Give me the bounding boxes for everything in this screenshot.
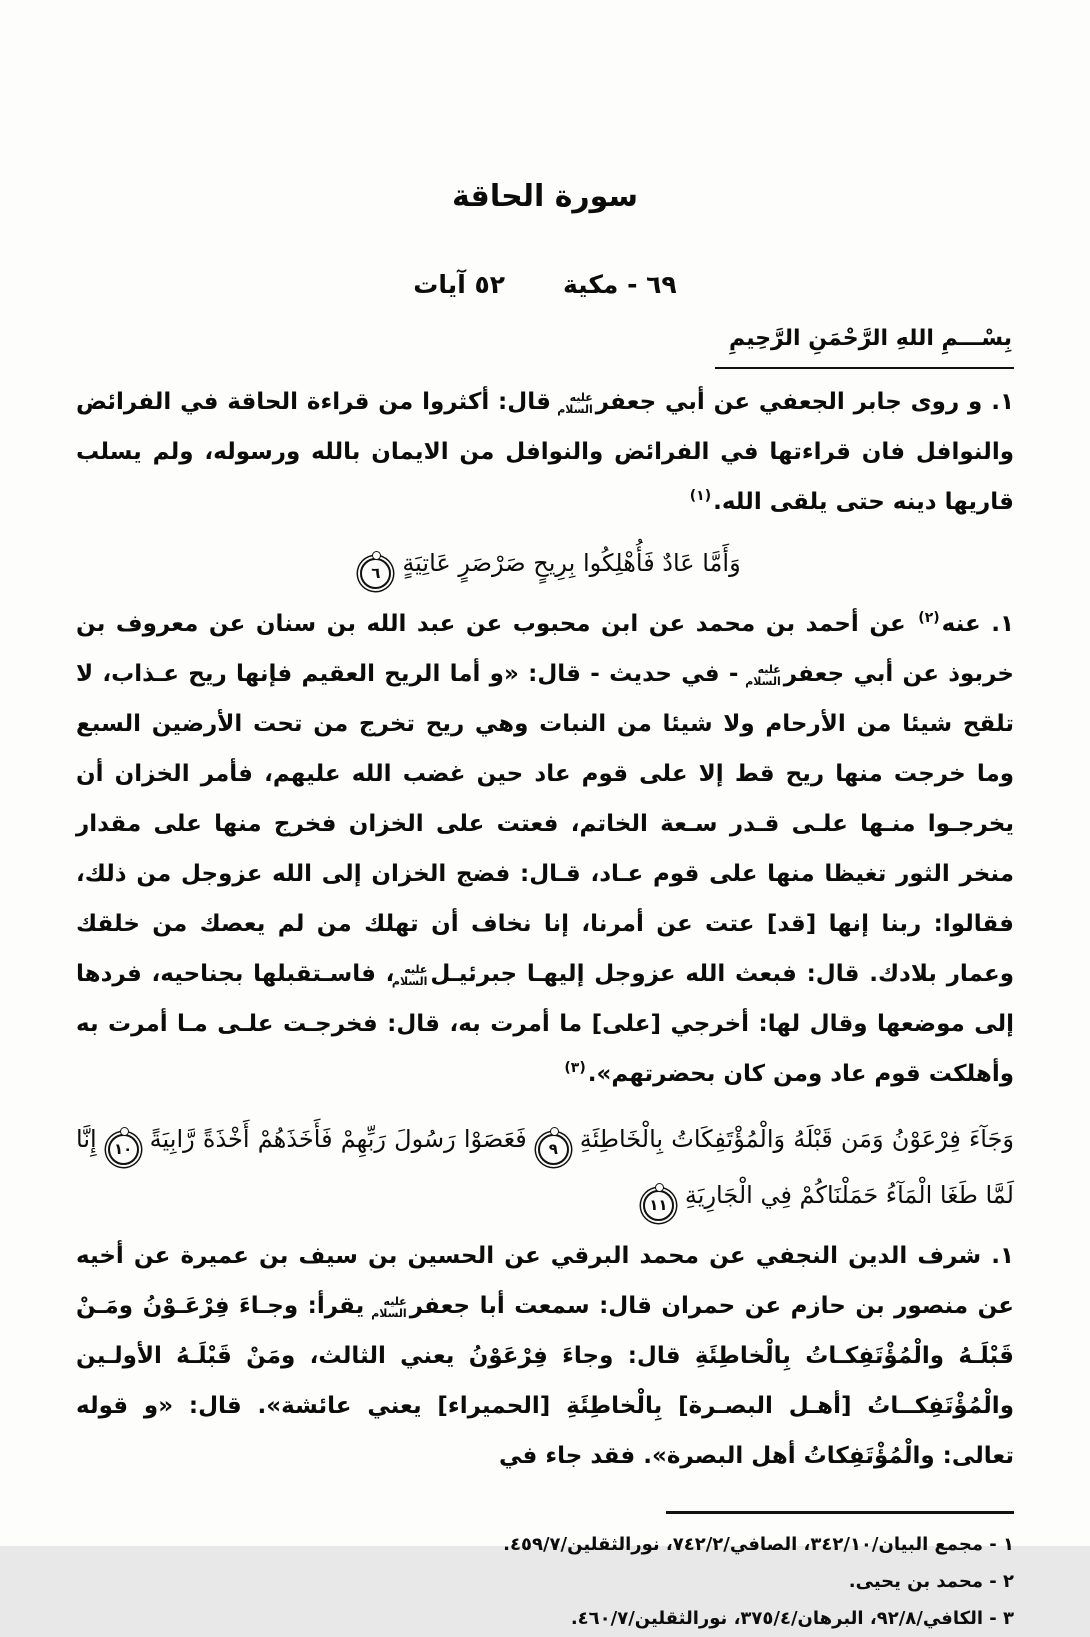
ayah-count: ٥٢ آيات <box>413 270 505 299</box>
surah-number-type: ٦٩ - مكية <box>563 270 677 299</box>
alayhis-salam-icon: عليه السلام <box>391 963 428 988</box>
verse-text: وَجَآءَ فِرْعَوْنُ وَمَن قَبْلَهُ وَالْمُؤْتَفِكَاتُ بِالْخَاطِئَةِ <box>579 1125 1015 1153</box>
footnote-ref-3: (٣) <box>564 1060 586 1077</box>
paragraph-text: يقرأ: وجـاءَ فِرْعَـوْنُ ومَـنْ قَبْلَـهُ والْمُؤْتَفِكـاتُ بِالْخاطِئَةِ قال: وجاءَ فِرْعَوْنُ يعني الثالث، ومَنْ قَبْلَـهُ الأولـين والْمُؤْتَفِكــاتُ [أهـل البصـرة] بِالْخاطِئَةِ [الحميراء] يعني عائشة». قال: «و قوله تعالى: والْمُؤْتَفِكاتُ أهل البصرة». فقد جاء في <box>76 1293 1014 1469</box>
paragraph-text: ١. عنه <box>941 611 1015 637</box>
hadith-paragraph-3 <box>76 1231 1014 1481</box>
verse-text: إِنَّا <box>76 1125 97 1153</box>
footnote-item: ٢ - محمد بن يحيى. <box>848 1570 1014 1592</box>
quran-verse-6 <box>76 535 1014 591</box>
footnote-ref-1: (١) <box>689 488 712 505</box>
bismillah-row <box>76 316 1014 369</box>
verse-text: لَمَّا طَغَا الْمَآءُ حَمَلْنَاكُمْ فِي الْجَارِيَةِ <box>684 1181 1014 1209</box>
ayah-marker-10 <box>108 1134 139 1165</box>
quran-verse-11 <box>76 1167 1014 1223</box>
surah-title: سورة الحاقة <box>451 179 638 214</box>
ayah-marker-6 <box>360 558 391 589</box>
hadith-paragraph-1 <box>76 377 1014 527</box>
ayah-number: ١٠ <box>114 1140 133 1158</box>
paragraph-text: ١. و روى جابر الجعفي عن أبي جعفر <box>595 389 1014 415</box>
paragraph-text: قال: أكثروا من قراءة الحاقة في الفرائض والنوافل فان قراءتها في الفرائض والنوافل من الايمان بالله ورسوله، ولم يسلب قاريها دينه حتى يلقى الله. <box>76 389 1014 515</box>
verse-text: فَعَصَوْا رَسُولَ رَبِّهِمْ فَأَخَذَهُمْ أَخْذَةً رَّابِيَةً <box>149 1125 527 1153</box>
verse-text: وَأَمَّا عَادٌ فَأُهْلِكُوا بِرِيحٍ صَرْصَرٍ عَاتِيَةٍ <box>402 549 741 577</box>
ayah-marker-11 <box>643 1190 674 1221</box>
footnotes-block <box>76 1526 1014 1637</box>
paragraph-text: عن أحمد بن محمد عن ابن محبوب عن عبد الله بن سنان عن معروف بن خربوذ عن أبي جعفر <box>76 611 1014 687</box>
alayhis-salam-icon: عليه السلام <box>745 663 781 688</box>
paragraph-text: - في حديث - قال: «و أما الريح العقيم فإنها ريح عـذاب، لا تلقح شيئا من الأرحام ولا شيئا من النبات وهي ريح تخرج من تحت الأرضين السبع وما خرجت منها ريح قط إلا على قوم عاد حين غضب الله عليهم، فأمر الخزان أن يخرجـوا منـها علـى قـدر سـعة الخاتم، فعتت على الخزان فخرج منها على مقدار منخر الثور تغيظا منها على قوم عـاد، قـال: فضج الخزان إلى الله عزوجل من ذلك، فقالوا: ربنا إنها [قد] عتت عن أمرنا، إنا نخاف أن تهلك من لم يعصك من خلقك وعمار بلادك. قال: فبعث الله عزوجل إليهـا جبرئيـل <box>76 661 1014 987</box>
footnote-ref-2: (٢) <box>918 610 940 627</box>
ayah-marker-9 <box>538 1134 569 1165</box>
footnote-item: ٣ - الكافي/٩٢/٨، البرهان/٣٧٥/٤، نورالثقلين/٤٦٠/٧. <box>570 1607 1014 1629</box>
surah-meta <box>76 268 1014 302</box>
alayhis-salam-icon: عليه السلام <box>557 391 593 416</box>
ayah-number: ٦ <box>371 564 381 582</box>
paragraph-text: ، فاسـتقبلها بجناحيه، فردها إلى موضعها وقال لها: أخرجي [على] ما أمرت به، قال: فخرجـت علـى مـا أمرت به وأهلكت قوم عاد ومن كان بحضرتهم». <box>76 961 1014 1087</box>
paragraph-text: ١. شرف الدين النجفي عن محمد البرقي عن الحسين بن سيف بن عميرة عن أخيه عن منصور بن حازم عن حمران قال: سمعت أبا جعفر <box>76 1243 1015 1319</box>
hadith-paragraph-2 <box>76 599 1014 1099</box>
alayhis-salam-icon: عليه السلام <box>371 1295 407 1320</box>
bismillah: بِسْـــمِ اللهِ الرَّحْمَنِ الرَّحِيمِ <box>715 316 1014 369</box>
ayah-number: ٩ <box>548 1140 558 1158</box>
ayah-number: ١١ <box>649 1196 668 1214</box>
quran-verse-9-10 <box>76 1111 1014 1167</box>
footnote-separator <box>666 1511 1014 1514</box>
footnote-item: ١ - مجمع البيان/٣٤٢/١٠، الصافي/٧٤٢/٢، نورالثقلين/٤٥٩/٧. <box>503 1533 1014 1555</box>
